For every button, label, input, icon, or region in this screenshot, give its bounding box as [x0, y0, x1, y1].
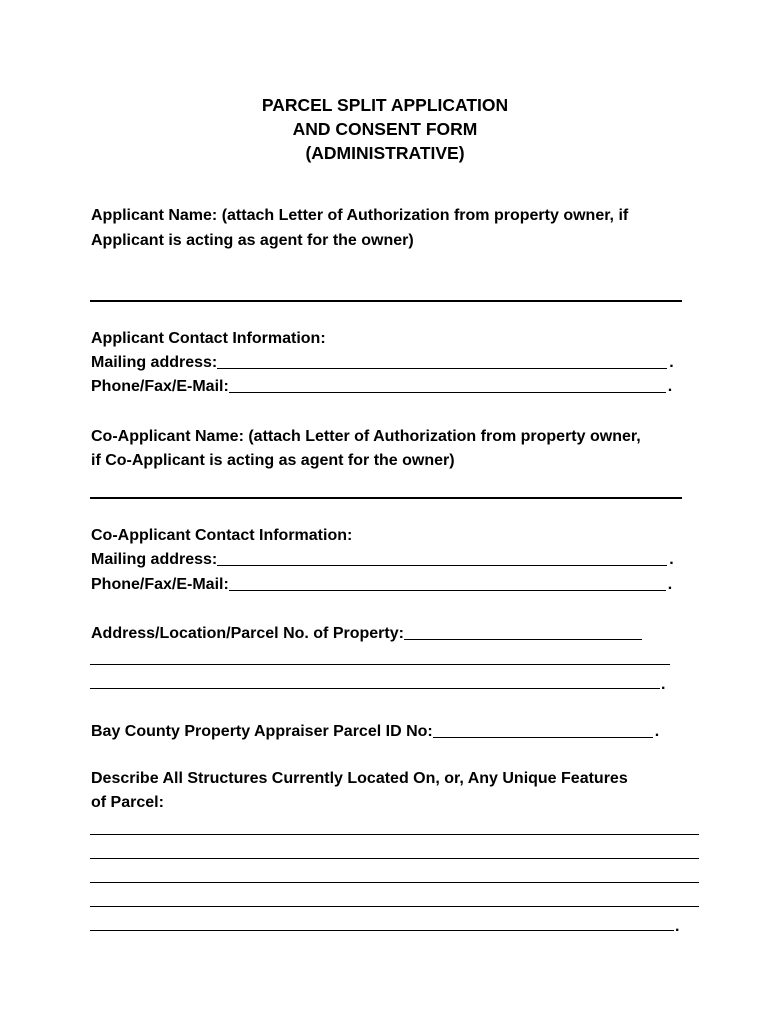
form-title-line-1: PARCEL SPLIT APPLICATION	[261, 95, 509, 115]
describe-structures-label: Describe All Structures Currently Located On, or, Any Unique Features	[91, 770, 628, 787]
applicant-phone-field[interactable]	[229, 392, 666, 393]
describe-structures-label-cont: of Parcel:	[91, 794, 164, 811]
applicant-mailing-row	[91, 351, 682, 374]
co-applicant-name-field[interactable]	[90, 497, 682, 499]
parcel-id-row	[91, 720, 682, 743]
period-mark: .	[667, 576, 673, 593]
applicant-name-label: Applicant Name: (attach Letter of Authorization from property owner, if	[91, 207, 629, 224]
applicant-name-field[interactable]	[90, 300, 682, 302]
co-applicant-phone-field[interactable]	[229, 590, 666, 591]
period-mark: .	[675, 918, 680, 935]
applicant-mailing-label: Mailing address:	[91, 354, 218, 371]
description-line-4[interactable]	[90, 906, 699, 907]
applicant-phone-row	[91, 375, 682, 398]
parcel-id-label: Bay County Property Appraiser Parcel ID No:	[91, 723, 433, 740]
property-address-row	[91, 622, 682, 645]
period-mark: .	[661, 676, 666, 693]
period-mark: .	[669, 354, 674, 371]
applicant-phone-label: Phone/Fax/E-Mail:	[91, 378, 229, 395]
parcel-id-field[interactable]	[433, 737, 653, 738]
period-mark: .	[667, 378, 673, 395]
description-line-1[interactable]	[90, 834, 699, 835]
property-address-line-3[interactable]	[90, 688, 660, 689]
property-address-field[interactable]	[404, 639, 642, 640]
co-applicant-name-label: Co-Applicant Name: (attach Letter of Authorization from property owner,	[91, 428, 641, 445]
co-applicant-mailing-label: Mailing address:	[91, 551, 218, 568]
period-mark: .	[654, 723, 660, 740]
co-applicant-phone-row	[91, 573, 682, 596]
description-line-5[interactable]	[90, 930, 674, 931]
co-applicant-mailing-row	[91, 548, 682, 571]
period-mark: .	[669, 551, 674, 568]
description-line-2[interactable]	[90, 858, 699, 859]
applicant-name-note: Applicant is acting as agent for the owner)	[91, 232, 414, 249]
property-address-label: Address/Location/Parcel No. of Property:	[91, 625, 404, 642]
co-applicant-name-note: if Co-Applicant is acting as agent for the owner)	[91, 452, 455, 469]
property-address-line-2[interactable]	[90, 664, 670, 665]
form-title-line-2: AND CONSENT FORM	[292, 119, 478, 139]
description-line-3[interactable]	[90, 882, 699, 883]
applicant-mailing-field[interactable]	[217, 368, 667, 369]
applicant-contact-heading: Applicant Contact Information:	[91, 330, 326, 347]
co-applicant-contact-heading: Co-Applicant Contact Information:	[91, 527, 353, 544]
co-applicant-phone-label: Phone/Fax/E-Mail:	[91, 576, 229, 593]
form-title-line-3: (ADMINISTRATIVE)	[305, 143, 465, 163]
co-applicant-mailing-field[interactable]	[217, 565, 667, 566]
